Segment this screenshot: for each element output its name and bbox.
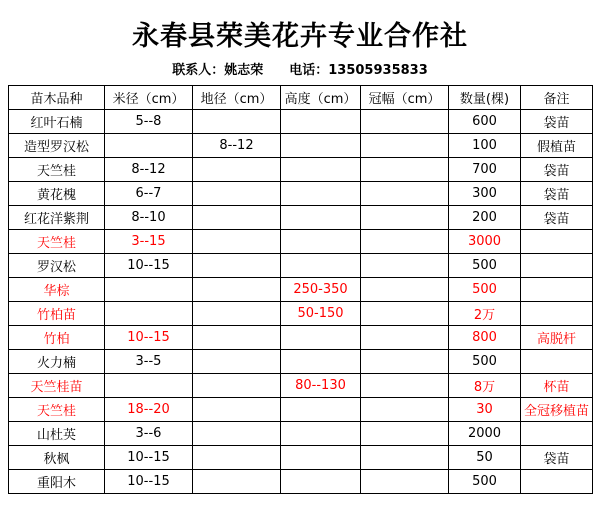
- cell-caliper: 10--15: [105, 470, 193, 494]
- cell-caliper: [105, 302, 193, 326]
- cell-caliper: 8--12: [105, 158, 193, 182]
- cell-ground-diameter: [193, 110, 281, 134]
- cell-quantity: 500: [449, 254, 521, 278]
- cell-quantity: 500: [449, 350, 521, 374]
- cell-ground-diameter: [193, 206, 281, 230]
- cell-caliper: 5--8: [105, 110, 193, 134]
- cell-height: 80--130: [281, 374, 361, 398]
- cell-height: [281, 206, 361, 230]
- cell-species: 华棕: [9, 278, 105, 302]
- cell-crown-width: [361, 374, 449, 398]
- cell-quantity: 200: [449, 206, 521, 230]
- column-header-crown-width: 冠幅（cm）: [361, 86, 449, 110]
- table-header-row: [9, 86, 593, 110]
- cell-ground-diameter: 8--12: [193, 134, 281, 158]
- cell-crown-width: [361, 230, 449, 254]
- cell-crown-width: [361, 134, 449, 158]
- cell-remarks: 全冠移植苗: [521, 398, 593, 422]
- nursery-stock-table: [8, 85, 593, 494]
- table-row: [9, 206, 593, 230]
- cell-crown-width: [361, 158, 449, 182]
- column-header-ground-diameter: 地径（cm）: [193, 86, 281, 110]
- cell-species: 红叶石楠: [9, 110, 105, 134]
- table-row: [9, 134, 593, 158]
- cell-ground-diameter: [193, 350, 281, 374]
- cell-species: 造型罗汉松: [9, 134, 105, 158]
- cell-ground-diameter: [193, 470, 281, 494]
- cell-ground-diameter: [193, 422, 281, 446]
- cell-ground-diameter: [193, 158, 281, 182]
- table-row: [9, 422, 593, 446]
- cell-quantity: 8万: [449, 374, 521, 398]
- column-header-height: 高度（cm）: [281, 86, 361, 110]
- column-header-caliper: 米径（cm）: [105, 86, 193, 110]
- cell-remarks: 袋苗: [521, 206, 593, 230]
- cell-quantity: 300: [449, 182, 521, 206]
- cell-remarks: 袋苗: [521, 446, 593, 470]
- cell-height: [281, 470, 361, 494]
- cell-crown-width: [361, 110, 449, 134]
- cell-height: [281, 182, 361, 206]
- cell-species: 红花洋紫荆: [9, 206, 105, 230]
- cell-caliper: 3--5: [105, 350, 193, 374]
- cell-species: 秋枫: [9, 446, 105, 470]
- cell-species: 天竺桂: [9, 158, 105, 182]
- table-row: [9, 230, 593, 254]
- cell-caliper: 8--10: [105, 206, 193, 230]
- cell-caliper: [105, 374, 193, 398]
- table-row: [9, 254, 593, 278]
- cell-species: 天竺桂: [9, 230, 105, 254]
- cell-crown-width: [361, 254, 449, 278]
- cell-remarks: 袋苗: [521, 110, 593, 134]
- table-row: [9, 278, 593, 302]
- column-header-quantity: 数量(棵): [449, 86, 521, 110]
- contact-info-row: [8, 59, 592, 85]
- cell-caliper: 3--6: [105, 422, 193, 446]
- cell-remarks: 袋苗: [521, 158, 593, 182]
- table-row: [9, 446, 593, 470]
- cell-ground-diameter: [193, 302, 281, 326]
- cell-quantity: 2万: [449, 302, 521, 326]
- cell-ground-diameter: [193, 326, 281, 350]
- cell-quantity: 100: [449, 134, 521, 158]
- cell-caliper: 10--15: [105, 446, 193, 470]
- cell-caliper: 3--15: [105, 230, 193, 254]
- cell-quantity: 700: [449, 158, 521, 182]
- column-header-remarks: 备注: [521, 86, 593, 110]
- cell-height: [281, 254, 361, 278]
- cell-species: 黄花槐: [9, 182, 105, 206]
- cell-remarks: 袋苗: [521, 182, 593, 206]
- cell-species: 重阳木: [9, 470, 105, 494]
- cell-height: [281, 422, 361, 446]
- table-row: [9, 158, 593, 182]
- cell-remarks: 杯苗: [521, 374, 593, 398]
- cell-ground-diameter: [193, 182, 281, 206]
- cell-quantity: 800: [449, 326, 521, 350]
- cell-remarks: [521, 302, 593, 326]
- cell-crown-width: [361, 206, 449, 230]
- cell-height: [281, 158, 361, 182]
- cell-remarks: [521, 278, 593, 302]
- cell-remarks: [521, 254, 593, 278]
- table-row: [9, 374, 593, 398]
- table-row: [9, 302, 593, 326]
- table-row: [9, 182, 593, 206]
- cell-quantity: 500: [449, 470, 521, 494]
- cell-height: [281, 230, 361, 254]
- cell-quantity: 500: [449, 278, 521, 302]
- cell-remarks: [521, 350, 593, 374]
- table-row: [9, 398, 593, 422]
- contact-person: 联系人：姚志荣: [172, 63, 264, 78]
- cell-remarks: 假植苗: [521, 134, 593, 158]
- cell-height: [281, 398, 361, 422]
- cell-species: 天竺桂: [9, 398, 105, 422]
- cell-species: 罗汉松: [9, 254, 105, 278]
- table-row: [9, 350, 593, 374]
- cell-ground-diameter: [193, 374, 281, 398]
- table-row: [9, 326, 593, 350]
- cell-caliper: 10--15: [105, 326, 193, 350]
- table-row: [9, 470, 593, 494]
- cell-ground-diameter: [193, 398, 281, 422]
- table-row: [9, 110, 593, 134]
- cell-remarks: [521, 470, 593, 494]
- cell-crown-width: [361, 422, 449, 446]
- cell-species: 天竺桂苗: [9, 374, 105, 398]
- cell-remarks: 高脱杆: [521, 326, 593, 350]
- cell-quantity: 600: [449, 110, 521, 134]
- cell-crown-width: [361, 470, 449, 494]
- cell-height: [281, 446, 361, 470]
- cell-quantity: 3000: [449, 230, 521, 254]
- contact-phone: 电话：13505935833: [289, 63, 428, 78]
- column-header-species: 苗木品种: [9, 86, 105, 110]
- table-body: [9, 110, 593, 494]
- cell-ground-diameter: [193, 230, 281, 254]
- cell-species: 竹柏: [9, 326, 105, 350]
- cell-crown-width: [361, 350, 449, 374]
- cell-height: [281, 326, 361, 350]
- cell-crown-width: [361, 398, 449, 422]
- cell-caliper: [105, 278, 193, 302]
- page-title: 永春县荣美花卉专业合作社: [132, 21, 468, 52]
- cell-caliper: 6--7: [105, 182, 193, 206]
- cell-caliper: 18--20: [105, 398, 193, 422]
- cell-species: 竹柏苗: [9, 302, 105, 326]
- cell-quantity: 30: [449, 398, 521, 422]
- cell-species: 山杜英: [9, 422, 105, 446]
- cell-crown-width: [361, 182, 449, 206]
- cell-caliper: [105, 134, 193, 158]
- cell-ground-diameter: [193, 446, 281, 470]
- cell-species: 火力楠: [9, 350, 105, 374]
- cell-crown-width: [361, 302, 449, 326]
- cell-caliper: 10--15: [105, 254, 193, 278]
- cell-remarks: [521, 230, 593, 254]
- cell-ground-diameter: [193, 278, 281, 302]
- cell-height: [281, 350, 361, 374]
- cell-height: [281, 110, 361, 134]
- cell-quantity: 50: [449, 446, 521, 470]
- cell-height: [281, 134, 361, 158]
- cell-crown-width: [361, 446, 449, 470]
- cell-crown-width: [361, 278, 449, 302]
- cell-height: 50-150: [281, 302, 361, 326]
- cell-height: 250-350: [281, 278, 361, 302]
- cell-crown-width: [361, 326, 449, 350]
- cell-ground-diameter: [193, 254, 281, 278]
- cell-remarks: [521, 422, 593, 446]
- cell-quantity: 2000: [449, 422, 521, 446]
